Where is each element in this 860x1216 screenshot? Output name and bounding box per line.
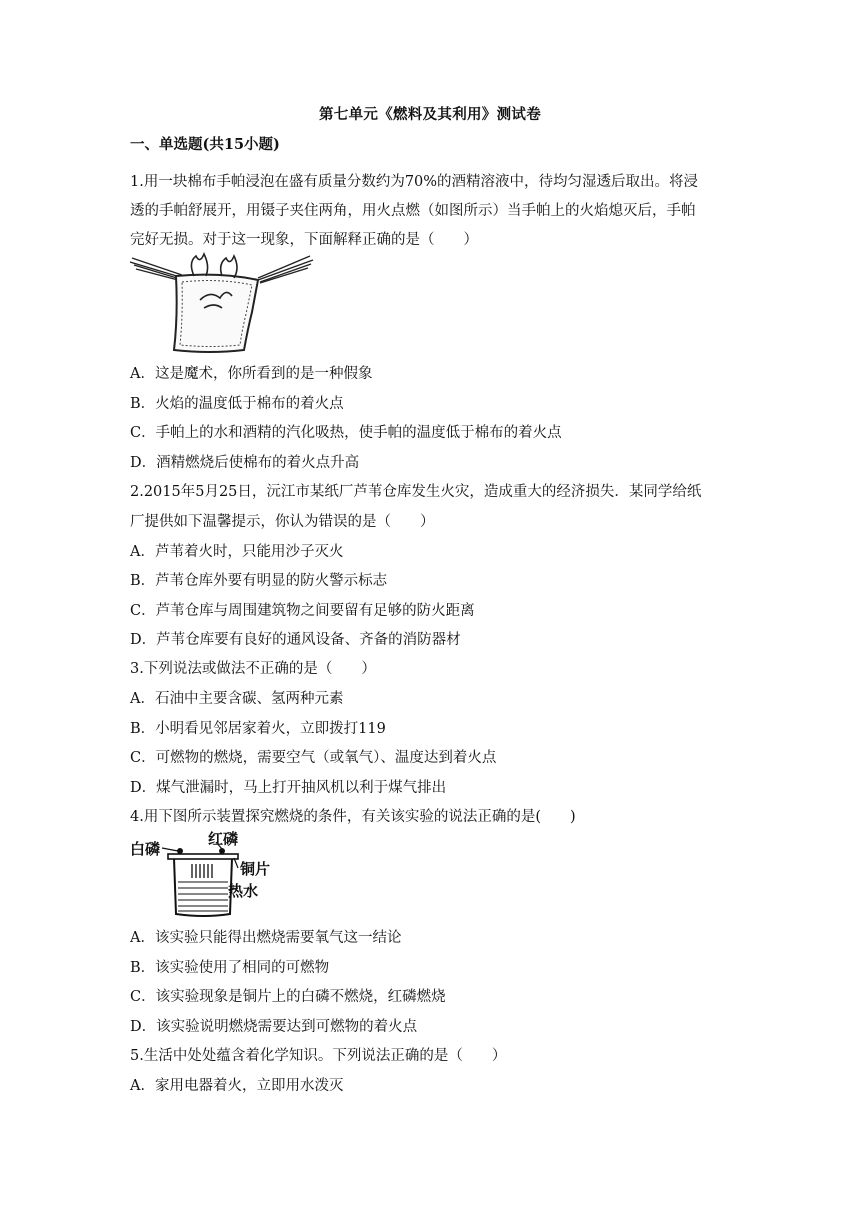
label-white-phosphorus: 白磷 [130, 841, 161, 858]
q2-option-a[interactable]: A．芦苇着火时，只能用沙子灭火 [130, 544, 344, 560]
q5-option-a[interactable]: A．家用电器着火，立即用水泼灭 [130, 1078, 344, 1094]
label-copper-sheet: 铜片 [240, 861, 271, 878]
q5-stem: 5.生活中处处蕴含着化学知识。下列说法正确的是（ ） [130, 1048, 507, 1064]
q1-option-a[interactable]: A．这是魔术，你所看到的是一种假象 [130, 366, 373, 382]
q3-option-b[interactable]: B．小明看见邻居家着火，立即拨打119 [130, 721, 386, 737]
q4-option-c[interactable]: C．该实验现象是铜片上的白磷不燃烧，红磷燃烧 [130, 989, 446, 1005]
page-title: 第七单元《燃料及其利用》测试卷 [319, 106, 541, 123]
q3-option-a[interactable]: A．石油中主要含碳、氢两种元素 [130, 691, 344, 707]
q2-option-c[interactable]: C．芦苇仓库与周围建筑物之间要留有足够的防火距离 [130, 603, 475, 619]
q1-option-b[interactable]: B．火焰的温度低于棉布的着火点 [130, 396, 344, 412]
label-hot-water: 热水 [228, 883, 259, 900]
q4-option-d[interactable]: D．该实验说明燃烧需要达到可燃物的着火点 [130, 1019, 418, 1035]
q1-option-d[interactable]: D．酒精燃烧后使棉布的着火点升高 [130, 455, 360, 471]
q3-option-c[interactable]: C．可燃物的燃烧，需要空气（或氧气）、温度达到着火点 [130, 750, 497, 766]
q1-stem-line-2: 透的手帕舒展开，用镊子夹住两角，用火点燃（如图所示）当手帕上的火焰熄灭后，手帕 [130, 203, 696, 219]
q1-option-c[interactable]: C．手帕上的水和酒精的汽化吸热，使手帕的温度低于棉布的着火点 [130, 425, 562, 441]
phosphorus-apparatus-figure [130, 830, 280, 920]
q1-stem-line-1: 1.用一块棉布手帕浸泡在盛有质量分数约为70%的酒精溶液中，待均匀湿透后取出。将浸 [130, 174, 699, 190]
q1-stem-line-3: 完好无损。对于这一现象，下面解释正确的是（ ） [130, 232, 478, 248]
q3-stem: 3.下列说法或做法不正确的是（ ） [130, 661, 376, 677]
section-heading: 一、单选题(共15小题) [130, 136, 280, 153]
handkerchief-figure [130, 250, 315, 358]
q2-stem-line-1: 2.2015年5月25日，沅江市某纸厂芦苇仓库发生火灾，造成重大的经济损失．某同学给纸 [130, 484, 702, 500]
q4-stem: 4.用下图所示装置探究燃烧的条件，有关该实验的说法正确的是( ) [130, 809, 576, 825]
q3-option-d[interactable]: D．煤气泄漏时，马上打开抽风机以利于煤气排出 [130, 780, 447, 796]
q2-stem-line-2: 厂提供如下温馨提示，你认为错误的是（ ） [130, 514, 435, 530]
q4-option-b[interactable]: B．该实验使用了相同的可燃物 [130, 960, 330, 976]
label-red-phosphorus: 红磷 [208, 831, 239, 848]
q2-option-b[interactable]: B．芦苇仓库外要有明显的防火警示标志 [130, 573, 388, 589]
q2-option-d[interactable]: D．芦苇仓库要有良好的通风设备、齐备的消防器材 [130, 632, 461, 648]
q4-option-a[interactable]: A．该实验只能得出燃烧需要氧气这一结论 [130, 930, 402, 946]
